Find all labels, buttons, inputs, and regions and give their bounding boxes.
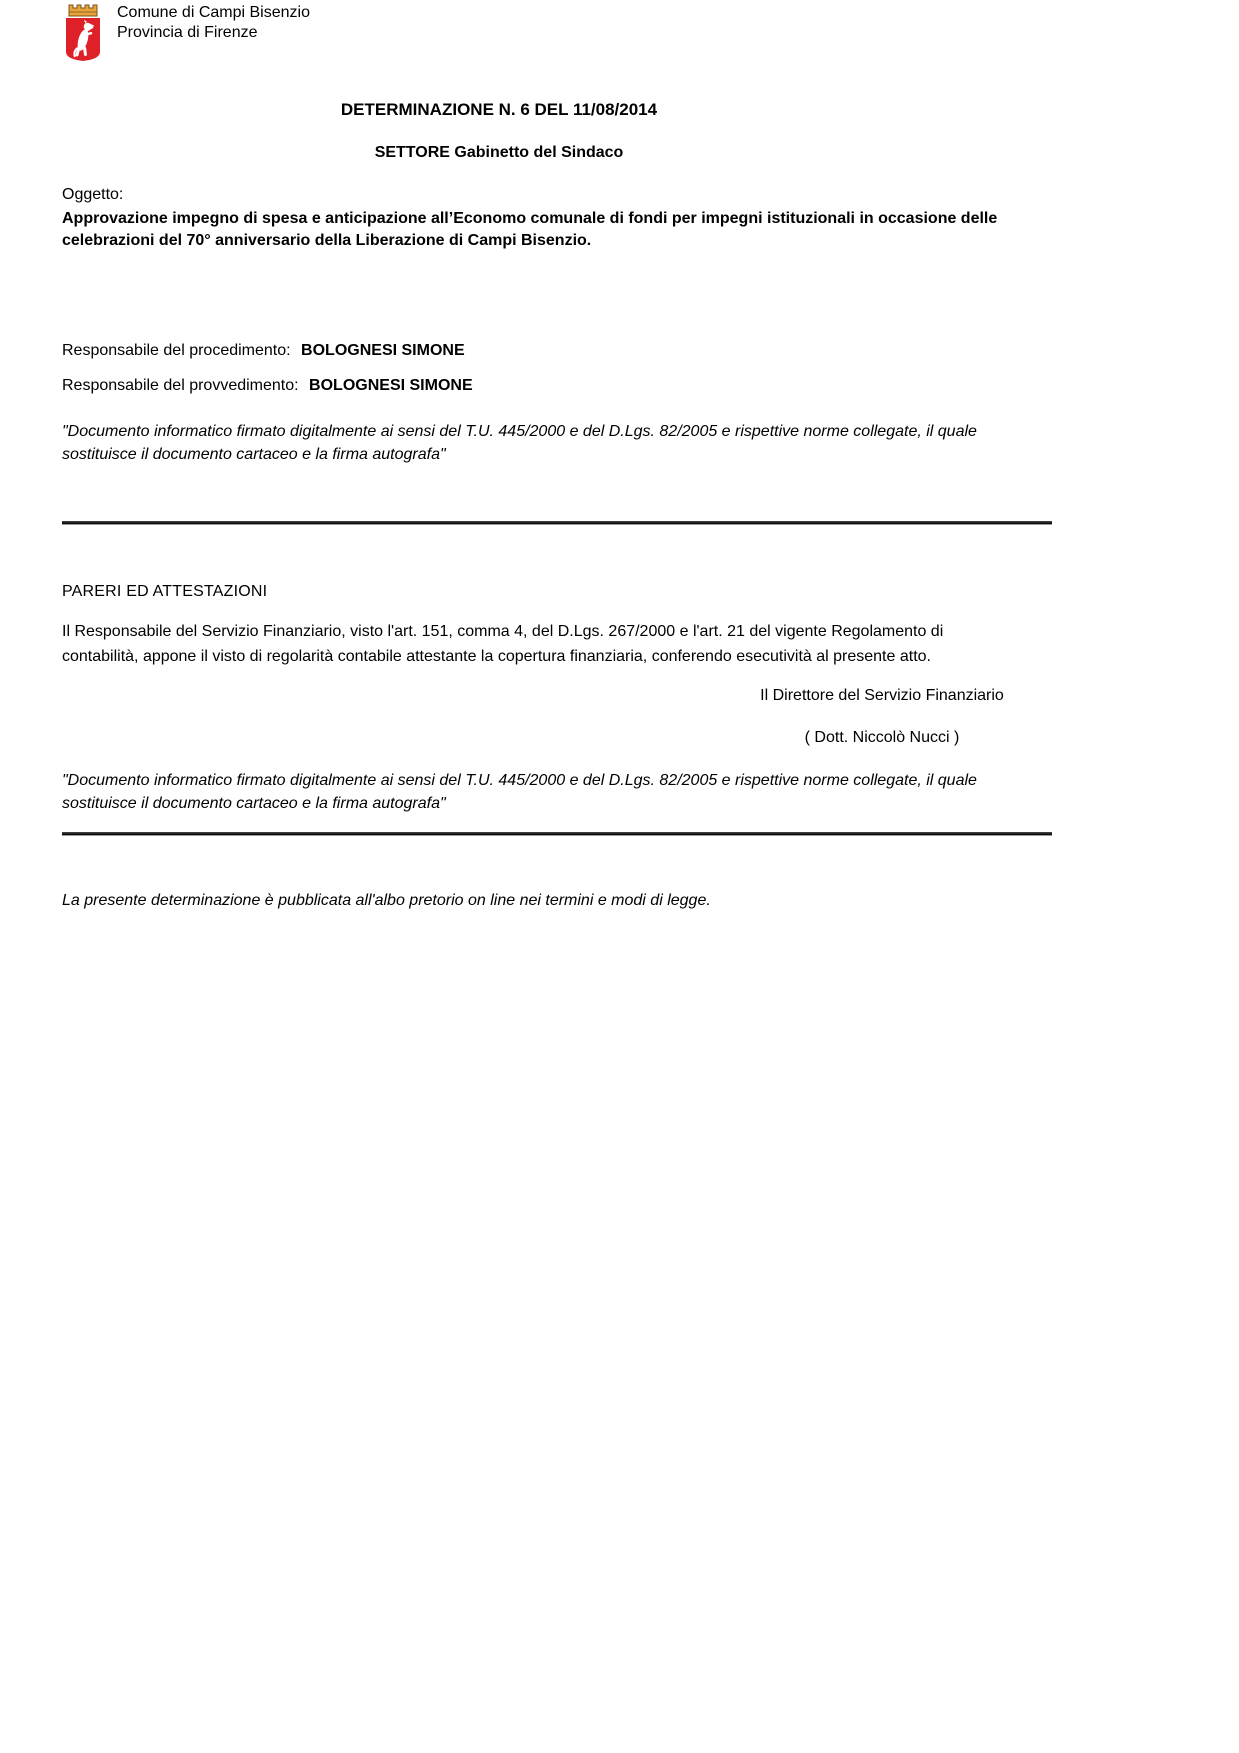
coat-of-arms-icon bbox=[62, 2, 104, 62]
section-divider-bottom bbox=[62, 832, 1052, 836]
responsible-provision-name: BOLOGNESI SIMONE bbox=[309, 377, 473, 394]
crown-shape bbox=[69, 5, 97, 16]
pareri-body: Il Responsabile del Servizio Finanziario, visto l'art. 151, comma 4, del D.Lgs. 267/2000 e l'art. 21 del vigente Regolamento di contabilità, appone il visto di regolarità contabile attestante la copertura finanziaria, conferendo esecutività al presente atto. bbox=[62, 623, 944, 665]
document-sector: SETTORE Gabinetto del Sindaco bbox=[374, 144, 624, 161]
document-title: DETERMINAZIONE N. 6 DEL 11/08/2014 bbox=[340, 100, 658, 119]
responsible-procedure-label: Responsabile del procedimento: bbox=[62, 342, 291, 359]
org-name: Comune di Campi Bisenzio bbox=[117, 4, 310, 21]
signature-name: ( Dott. Niccolò Nucci ) bbox=[804, 729, 960, 746]
publication-note: La presente determinazione è pubblicata all'albo pretorio on line nei termini e modi di legge. bbox=[62, 892, 711, 909]
digital-signature-disclaimer: "Documento informatico firmato digitalmente ai sensi del T.U. 445/2000 e del D.Lgs. 82/2005 e rispettive norme collegate, il quale sostituisce il documento cartaceo e la firma autografa" bbox=[62, 423, 977, 463]
subject-section bbox=[62, 184, 1052, 252]
document-header bbox=[62, 2, 1239, 62]
subject-label: Oggetto: bbox=[62, 186, 124, 203]
responsible-provision-line bbox=[62, 377, 1052, 395]
responsible-provision-label: Responsabile del provvedimento: bbox=[62, 377, 299, 394]
section-divider-top bbox=[62, 521, 1052, 525]
org-subtitle: Provincia di Firenze bbox=[117, 24, 258, 41]
signature-block bbox=[712, 687, 1052, 747]
comune-logo bbox=[62, 2, 104, 62]
signature-role: Il Direttore del Servizio Finanziario bbox=[760, 687, 1004, 704]
pareri-heading: PARERI ED ATTESTAZIONI bbox=[62, 583, 268, 600]
digital-signature-disclaimer-2: "Documento informatico firmato digitalmente ai sensi del T.U. 445/2000 e del D.Lgs. 82/2005 e rispettive norme collegate, il quale sostituisce il documento cartaceo e la firma autografa" bbox=[62, 772, 977, 812]
subject-text: Approvazione impegno di spesa e anticipazione all’Economo comunale di fondi per impegni istituzionali in occasione delle celebrazioni del 70° anniversario della Liberazione di Campi Bisenzio. bbox=[62, 210, 998, 249]
responsible-procedure-name: BOLOGNESI SIMONE bbox=[301, 342, 465, 359]
responsible-procedure-line bbox=[62, 342, 1052, 360]
